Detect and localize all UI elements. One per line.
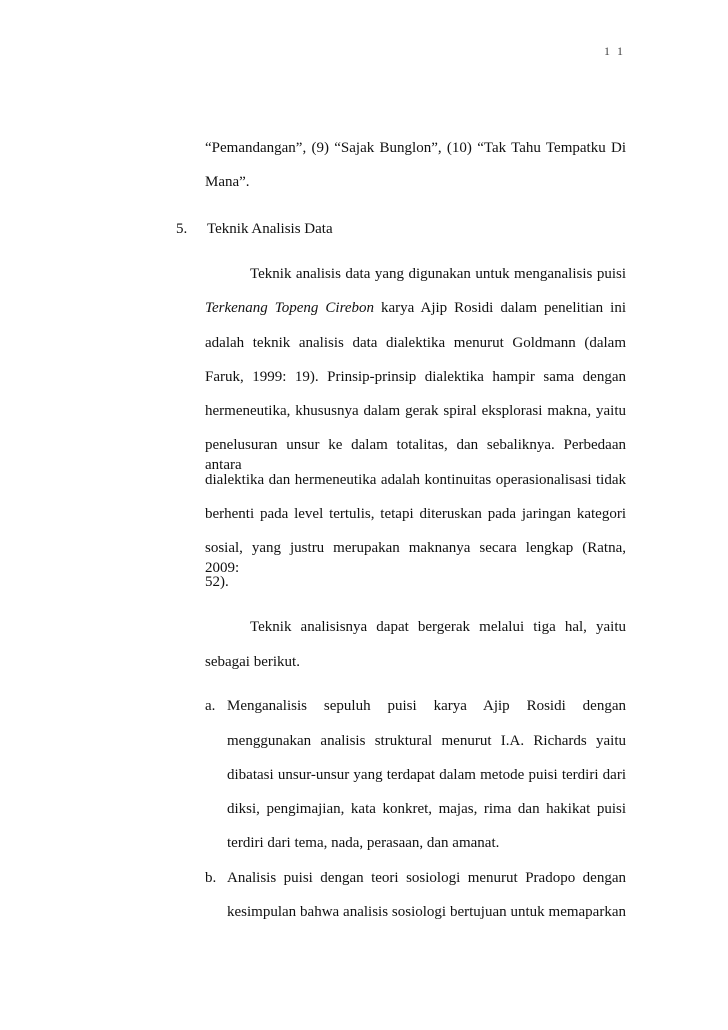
list-marker: b. [205,870,217,886]
paragraph-line: penelusuran unsur ke dalam totalitas, dan sebaliknya. Perbedaan antara [205,437,626,473]
paragraph-line: berhenti pada level tertulis, tetapi diteruskan pada jaringan kategori [205,506,626,522]
continuation-line: Mana”. [205,174,250,190]
list-item-line: dibatasi unsur-unsur yang terdapat dalam metode puisi terdiri dari [227,767,626,783]
list-item-line: diksi, pengimajian, kata konkret, majas, rima dan hakikat puisi [227,801,626,817]
list-item-line: Analisis puisi dengan teori sosiologi menurut Pradopo dengan [227,870,626,886]
list-item-line: menggunakan analisis struktural menurut I.A. Richards yaitu [227,733,626,749]
paragraph-line: adalah teknik analisis data dialektika menurut Goldmann (dalam [205,335,626,351]
paragraph-line: Teknik analisis data yang digunakan untuk menganalisis puisi [250,266,626,282]
paragraph-line: sosial, yang justru merupakan maknanya secara lengkap (Ratna, 2009: [205,540,626,576]
paragraph-line [205,298,626,318]
list-item-line: kesimpulan bahwa analisis sosiologi bertujuan untuk memaparkan [227,904,626,920]
paragraph-line: dialektika dan hermeneutika adalah kontinuitas operasionalisasi tidak [205,472,626,488]
paragraph-text: karya Ajip Rosidi dalam penelitian ini [374,300,626,316]
list-item-line: terdiri dari tema, nada, perasaan, dan amanat. [227,835,500,851]
paragraph-line: hermeneutika, khususnya dalam gerak spiral eksplorasi makna, yaitu [205,403,626,419]
list-item-line: Menganalisis sepuluh puisi karya Ajip Rosidi dengan [227,698,626,714]
paragraph-line: sebagai berikut. [205,654,300,670]
section-number: 5. [176,221,188,237]
section-heading: Teknik Analisis Data [207,221,333,237]
page-number: 1 1 [604,44,625,58]
paragraph-line: 52). [205,574,229,590]
poem-title: Terkenang Topeng Cirebon [205,300,375,316]
paragraph-line: Faruk, 1999: 19). Prinsip-prinsip dialektika hampir sama dengan [205,369,626,385]
list-marker: a. [205,698,216,714]
paragraph-line: Teknik analisisnya dapat bergerak melalui tiga hal, yaitu [250,619,626,635]
continuation-line: “Pemandangan”, (9) “Sajak Bunglon”, (10) “Tak Tahu Tempatku Di [205,140,626,156]
